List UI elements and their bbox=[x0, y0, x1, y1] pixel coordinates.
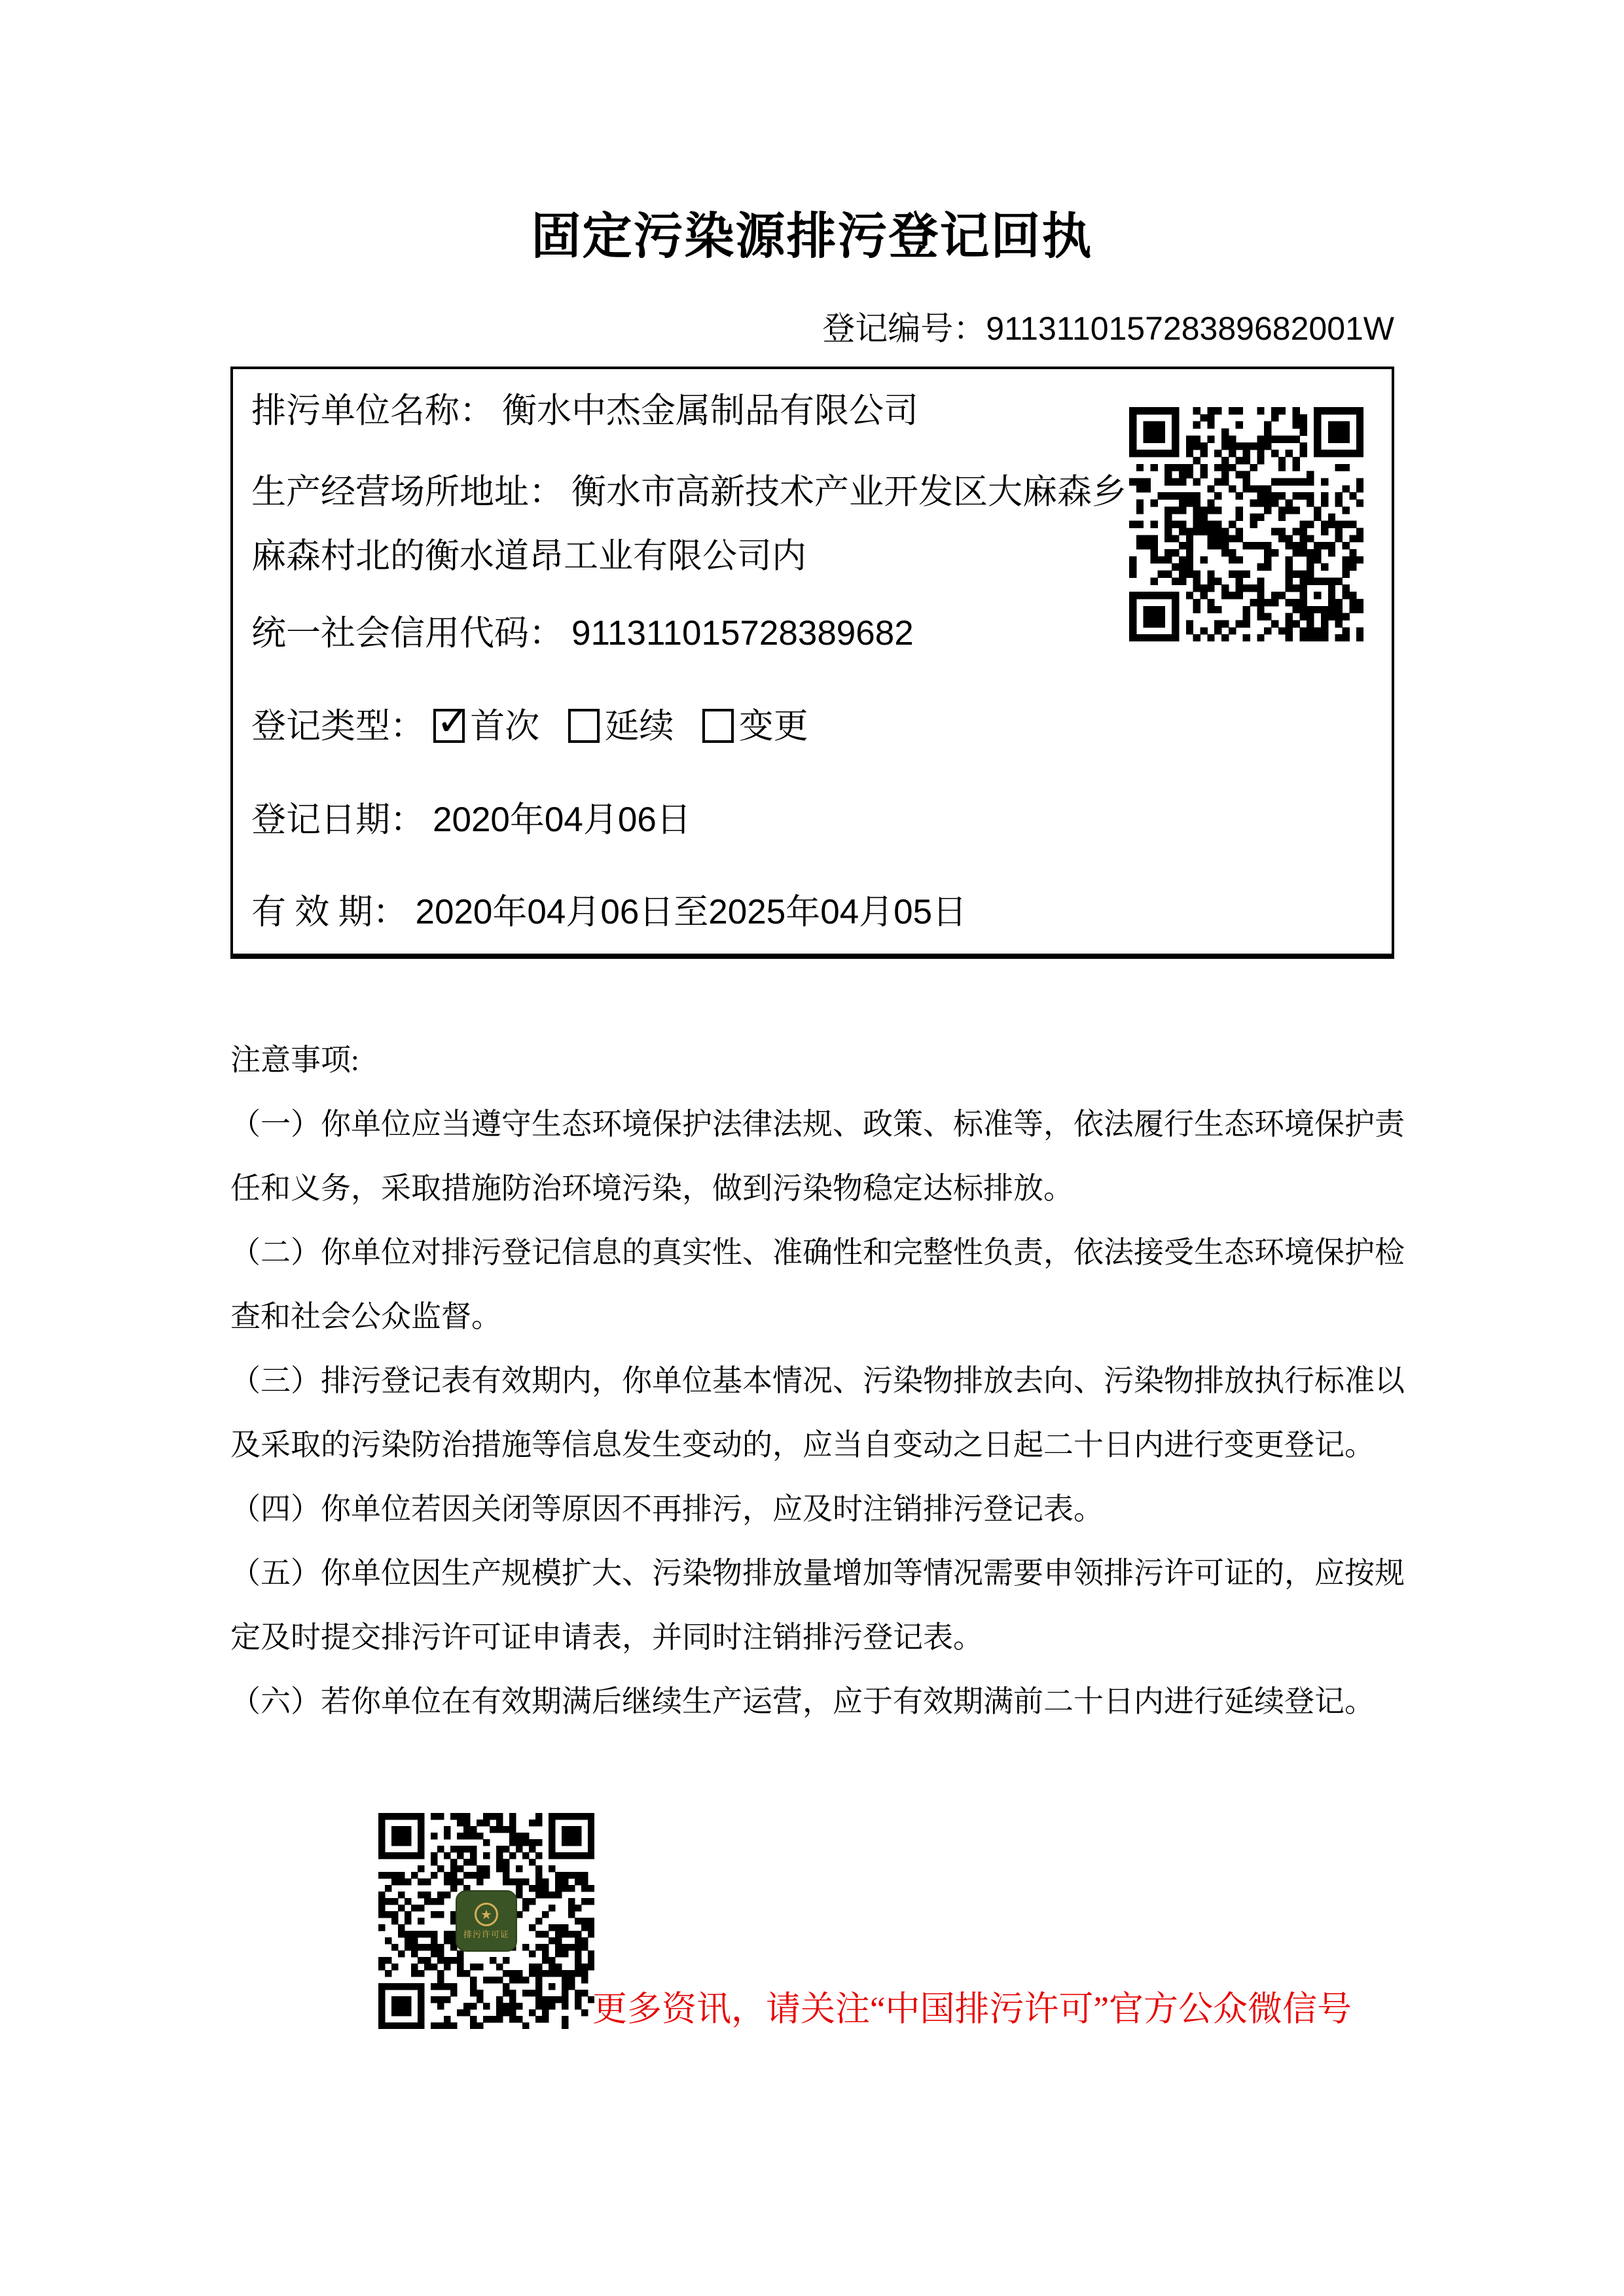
notes-heading: 注意事项: bbox=[230, 1043, 359, 1077]
permit-logo-label: 排污许可证 bbox=[463, 1929, 509, 1939]
option-change: 变更 bbox=[702, 708, 808, 745]
note-line: （四）你单位若因关闭等原因不再排污，应及时注销排污登记表。 bbox=[230, 1492, 1104, 1526]
wechat-official-account-qr-code-icon bbox=[378, 1813, 594, 2029]
checkbox-change-icon bbox=[702, 709, 734, 743]
field-validity-period bbox=[251, 891, 967, 933]
validity-period-label: 有 效 期： bbox=[251, 893, 408, 931]
unit-name-label: 排污单位名称： bbox=[251, 392, 494, 430]
option-first-time: ✓ 首次 bbox=[433, 708, 539, 745]
credit-code-label: 统一社会信用代码： bbox=[251, 615, 564, 653]
field-address bbox=[251, 471, 1127, 513]
field-credit-code bbox=[251, 613, 914, 655]
registration-number: 登记编号：911311015728389682001W bbox=[822, 310, 1394, 347]
page-title: 固定污染源排污登记回执 bbox=[531, 209, 1093, 264]
field-registration-date bbox=[251, 799, 691, 841]
registration-qr-code-icon bbox=[1129, 407, 1363, 641]
notes-section bbox=[230, 1028, 1409, 1734]
note-line: 查和社会公众监督。 bbox=[230, 1300, 501, 1333]
note-line: （一）你单位应当遵守生态环境保护法律法规、政策、标准等，依法履行生态环境保护责 bbox=[230, 1107, 1405, 1141]
validity-period-value: 2020年04月06日至2025年04月05日 bbox=[415, 893, 967, 931]
checkbox-renewal-icon bbox=[568, 709, 600, 743]
note-line: （二）你单位对排污登记信息的真实性、准确性和完整性负责，依法接受生态环境保护检 bbox=[230, 1236, 1405, 1269]
address-value-wrap: 麻森村北的衡水道昂工业有限公司内 bbox=[251, 537, 806, 575]
field-address-wrap bbox=[251, 535, 806, 577]
checkbox-first-time-icon bbox=[433, 709, 465, 743]
unit-name-value: 衡水中杰金属制品有限公司 bbox=[502, 392, 918, 430]
note-line: （三）排污登记表有效期内，你单位基本情况、污染物排放去向、污染物排放执行标准以 bbox=[230, 1364, 1405, 1397]
credit-code-value: 911311015728389682 bbox=[571, 614, 914, 653]
address-label: 生产经营场所地址： bbox=[251, 473, 564, 511]
note-line: 定及时提交排污许可证申请表，并同时注销排污登记表。 bbox=[230, 1621, 983, 1654]
option-renewal: 延续 bbox=[568, 708, 674, 745]
field-unit-name bbox=[251, 390, 918, 432]
registration-date-label: 登记日期： bbox=[251, 801, 425, 839]
note-line: （五）你单位因生产规模扩大、污染物排放量增加等情况需要申领排污许可证的，应按规 bbox=[230, 1556, 1405, 1590]
note-line: 及采取的污染防治措施等信息发生变动的，应当自变动之日起二十日内进行变更登记。 bbox=[230, 1428, 1375, 1462]
address-value: 衡水市高新技术产业开发区大麻森乡 bbox=[571, 473, 1127, 511]
registration-date-value: 2020年04月06日 bbox=[433, 800, 691, 839]
permit-logo bbox=[456, 1890, 517, 1952]
wechat-follow-note: 更多资讯，请关注“中国排污许可”官方公众微信号 bbox=[592, 1990, 1352, 2028]
field-registration-type bbox=[251, 706, 828, 747]
registration-info-box bbox=[230, 367, 1394, 959]
registration-type-label: 登记类型： bbox=[251, 708, 425, 745]
note-line: （六）若你单位在有效期满后继续生产运营，应于有效期满前二十日内进行延续登记。 bbox=[230, 1685, 1375, 1718]
national-emblem-icon: ★ bbox=[475, 1903, 498, 1926]
note-line: 任和义务，采取措施防治环境污染，做到污染物稳定达标排放。 bbox=[230, 1172, 1074, 1205]
